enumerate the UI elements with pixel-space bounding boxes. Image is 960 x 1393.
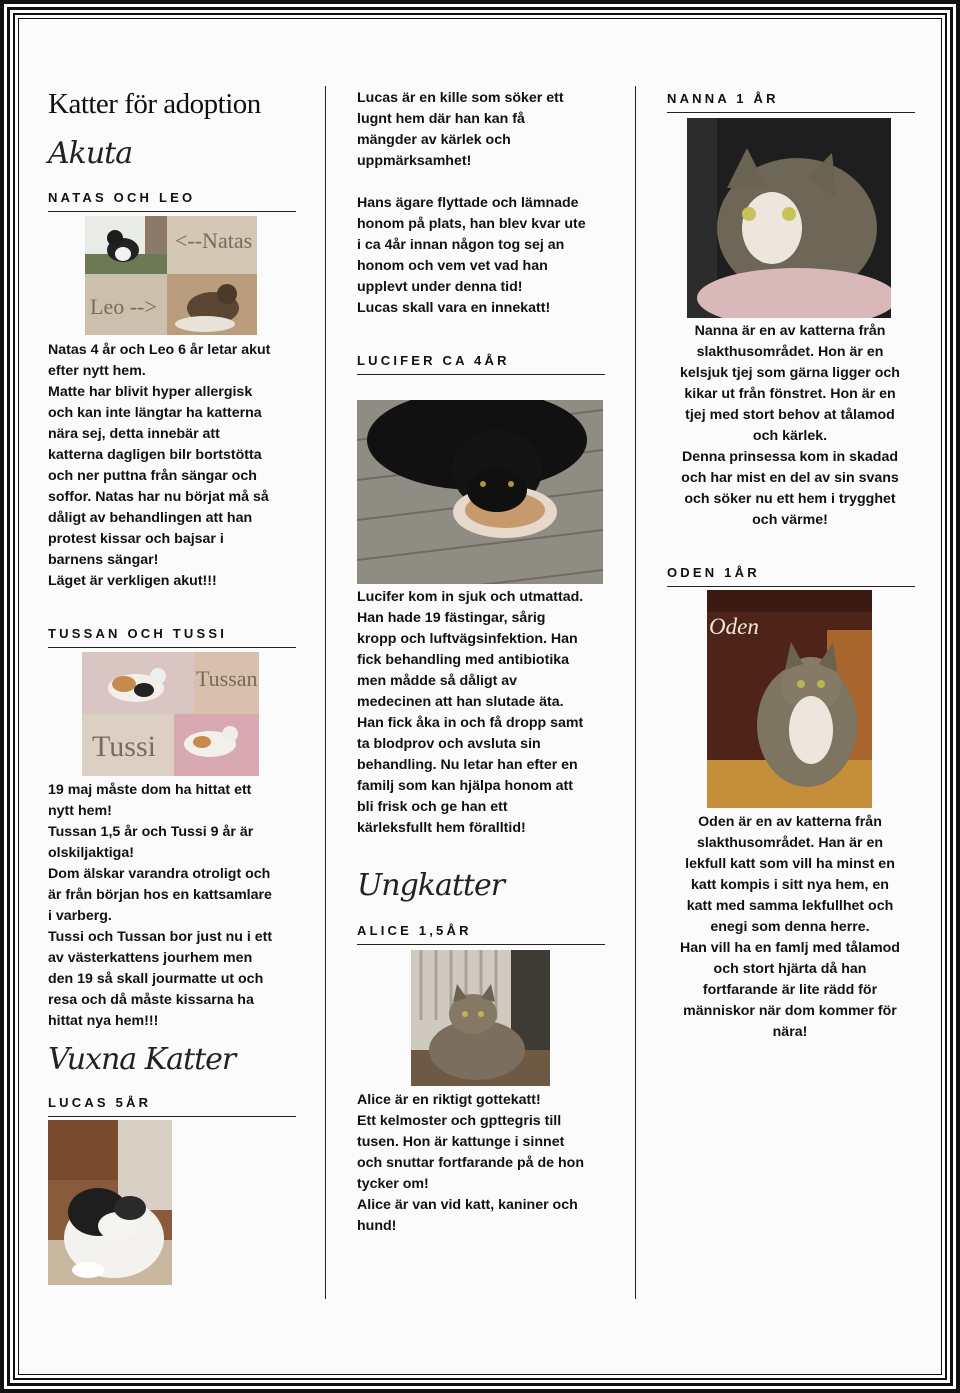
oden-photo [707, 590, 872, 808]
heading-alice: ALICE 1,5ÅR [357, 923, 605, 945]
caption-leo: Leo --> [90, 294, 157, 319]
heading-lucas: LUCAS 5ÅR [48, 1095, 296, 1117]
natas-leo-text: Natas 4 år och Leo 6 år letar akut efter nytt hem. Matte har blivit hyper allergisk och kan inte längtar ha katterna nära sej, detta innebär att katterna dagligen bilr bortstötta och ner puttna från sängar och soffor. Natas har nu börjat må så dåligt av behandlingen att han protest kissar och bajsar i barnens sängar! Läget är verkligen akut!!! [48, 342, 271, 589]
lucas-text: Lucas är en kille som söker ett lugnt hem där han kan få mängder av kärlek och uppmärksamhet! Hans ägare flyttade och lämnade honom på plats, han blev kvar ute i ca 4år innan någon tog sej an honom och vem vet vad han upplevt under denna tid! Lucas skall vara en innekatt! [357, 90, 586, 316]
caption-oden: Oden [709, 614, 759, 639]
tussan-tussi-photo [82, 652, 259, 776]
nanna-photo [687, 118, 891, 318]
alice-photo [411, 950, 550, 1086]
caption-tussi: Tussi [92, 730, 156, 763]
lucifer-photo [357, 400, 603, 584]
oden-text: Oden är en av katterna från slakthusområdet. Han är en lekfull katt som vill ha minst en katt kompis i sitt nya hem, en katt med samma lekfullhet och enegi som denna herre. Han vill ha en famlj med tålamod och stort hjärta då han fortfarande är lite rädd för människor när dom kommer för nära! [680, 814, 900, 1040]
lucas-photo [48, 1120, 172, 1285]
natas-leo-photo [85, 216, 257, 335]
section-vuxna-katter: Vuxna Katter [48, 1042, 236, 1077]
lucifer-text: Lucifer kom in sjuk och utmattad. Han hade 19 fästingar, sårig kropp och luftvägsinfektion. Han fick behandling med antibiotika men mådde så dåligt av medecinen att han slutade äta. Han fick åka in och få dropp samt ta blodprov och avsluta sin behandling. Nu letar han efter en familj som kan hjälpa honom att bli frisk och ge han ett kärleksfullt hem föralltid! [357, 589, 584, 836]
column-divider-right [635, 86, 636, 1299]
column-divider-left [325, 86, 326, 1299]
tussan-tussi-text: 19 maj måste dom ha hittat ett nytt hem! Tussan 1,5 år och Tussi 9 år är olskiljaktiga! Dom älskar varandra otroligt och är från början hos en kattsamlare i varberg. Tussi och Tussan bor just nu i ett av västerkattens jourhem men den 19 så skall jourmatte ut och resa och då måste kissarna ha hittat nya hem!!! [48, 782, 273, 1029]
page-title: Katter för adoption [48, 88, 261, 120]
alice-text: Alice är en riktigt gottekatt! Ett kelmoster och gpttegris till tusen. Hon är kattunge i sinnet och snuttar fortfarande på de hon tycker om! Alice är van vid katt, kaniner och hund! [357, 1092, 585, 1234]
heading-nanna: NANNA 1 ÅR [667, 91, 915, 113]
section-ungkatter: Ungkatter [357, 868, 505, 903]
caption-tussan: Tussan [196, 666, 258, 691]
section-akuta: Akuta [48, 136, 133, 171]
heading-tussan-tussi: TUSSAN OCH TUSSI [48, 626, 296, 648]
heading-lucifer: LUCIFER CA 4ÅR [357, 353, 605, 375]
nanna-text: Nanna är en av katterna från slakthusområdet. Hon är en kelsjuk tjej som gärna ligger och kikar ut från fönstret. Hon är en tjej med stort behov at tålamod och kärlek. Denna prinsessa kom in skadad och har mist en del av sin svans och söker nu ett hem i trygghet och värme! [680, 323, 900, 528]
caption-natas: <--Natas [175, 228, 253, 253]
heading-natas-leo: NATAS OCH LEO [48, 190, 296, 212]
heading-oden: ODEN 1ÅR [667, 565, 915, 587]
